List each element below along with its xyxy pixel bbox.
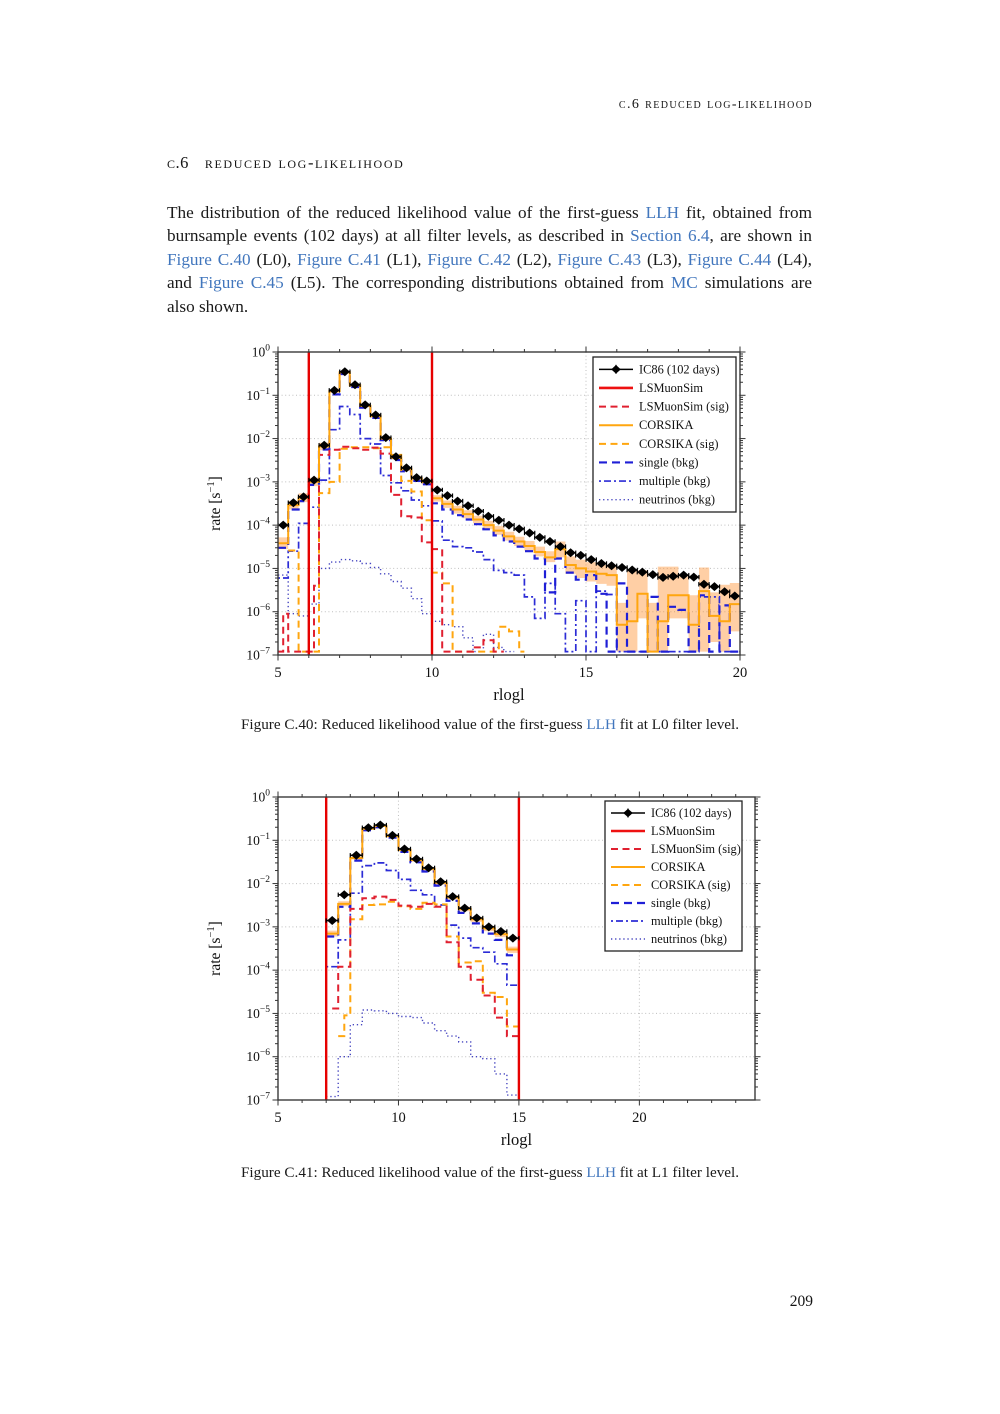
intro-text: , are shown in	[709, 226, 812, 246]
svg-text:LSMuonSim: LSMuonSim	[651, 824, 716, 838]
svg-text:100: $10^0$	[251, 343, 270, 360]
y-tick-labels	[246, 344, 270, 663]
section-heading	[167, 153, 404, 173]
page-number: 209	[789, 1293, 813, 1310]
svg-text:multiple (bkg): multiple (bkg)	[639, 474, 711, 489]
svg-text:15: 15	[578, 665, 594, 681]
intro-text: (L0),	[250, 249, 298, 269]
caption-c41-text: fit at L1 filter level.	[615, 1164, 740, 1181]
caption-c40-text: fit at L0 filter level.	[615, 716, 740, 733]
svg-text:10: 10	[391, 1110, 406, 1126]
svg-text:CORSIKA: CORSIKA	[651, 860, 706, 874]
svg-text:10−1: $10^{-1}$	[246, 386, 270, 403]
y-tick-labels	[246, 789, 270, 1108]
svg-text:10−3: $10^{-3}$	[246, 918, 270, 935]
svg-text:15: 15	[511, 1110, 527, 1126]
x-tick-labels	[274, 1110, 646, 1126]
x-tick-labels	[274, 665, 747, 681]
svg-text:single (bkg): single (bkg)	[651, 896, 711, 910]
svg-text:10−7: $10^{-7}$	[246, 646, 270, 663]
figure-c41-chart	[185, 785, 780, 1151]
svg-text:LSMuonSim: LSMuonSim	[639, 380, 704, 395]
intro-text: fit, obtained from burnsample events (102 days) at all filter levels, as described in	[167, 203, 812, 246]
svg-text:10−5: $10^{-5}$	[246, 1004, 270, 1021]
intro-text: (L3),	[641, 249, 688, 269]
svg-text:neutrinos (bkg): neutrinos (bkg)	[651, 932, 728, 946]
svg-text:20: 20	[732, 665, 748, 681]
intro-link-mc[interactable]: MC	[670, 273, 698, 293]
svg-text:CORSIKA (sig): CORSIKA (sig)	[639, 436, 719, 451]
svg-text:10−3: $10^{-3}$	[246, 473, 270, 490]
svg-text:10−6: $10^{-6}$	[246, 603, 270, 620]
svg-text:10−2: $10^{-2}$	[246, 875, 270, 892]
intro-link-figure-c-44[interactable]: Figure C.44	[687, 249, 772, 269]
intro-text: The distribution of the reduced likelihood value of the first-guess	[167, 203, 646, 222]
intro-link-section-6-4[interactable]: Section 6.4	[630, 226, 710, 246]
caption-c41-text: Figure C.41: Reduced likelihood value of the first-guess	[240, 1164, 587, 1181]
svg-text:10: 10	[424, 665, 440, 681]
svg-text:single (bkg): single (bkg)	[639, 455, 699, 470]
svg-text:10−5: $10^{-5}$	[246, 559, 270, 576]
intro-link-figure-c-40[interactable]: Figure C.40	[167, 249, 251, 269]
svg-text:10−2: $10^{-2}$	[246, 430, 270, 447]
intro-link-figure-c-43[interactable]: Figure C.43	[557, 249, 642, 269]
intro-text: simulations are also shown.	[167, 273, 812, 316]
intro-link-figure-c-42[interactable]: Figure C.42	[427, 249, 511, 269]
y-axis-label: rate $[s^{-1}]$	[206, 476, 224, 531]
caption-c40-text: Figure C.40: Reduced likelihood value of the first-guess	[240, 716, 587, 733]
intro-link-figure-c-45[interactable]: Figure C.45	[198, 273, 284, 293]
svg-text:10−4: $10^{-4}$	[246, 961, 270, 978]
intro-link-figure-c-41[interactable]: Figure C.41	[297, 249, 381, 269]
intro-link-llh[interactable]: LLH	[645, 203, 680, 222]
caption-c40-link-llh[interactable]: LLH	[586, 716, 616, 733]
svg-text:5: 5	[274, 665, 282, 681]
running-header	[167, 97, 813, 113]
intro-text: (L2),	[510, 249, 558, 269]
svg-text:multiple (bkg): multiple (bkg)	[651, 914, 723, 928]
figure-c40-chart	[185, 340, 760, 706]
figure-c40-caption	[167, 716, 813, 734]
running-header-text: c.6 reduced log-likelihood	[618, 97, 813, 112]
legend	[593, 357, 736, 512]
x-axis-label: rlogl	[500, 1130, 533, 1149]
svg-text:CORSIKA: CORSIKA	[639, 418, 694, 433]
svg-text:10−4: $10^{-4}$	[246, 516, 270, 533]
intro-text: (L5). The corresponding distributions obtained from	[283, 273, 671, 293]
svg-text:10−1: $10^{-1}$	[246, 831, 270, 848]
caption-c41-link-llh[interactable]: LLH	[586, 1164, 616, 1181]
svg-text:20: 20	[632, 1110, 647, 1126]
svg-text:10−7: $10^{-7}$	[246, 1091, 270, 1108]
intro-text: (L4), and	[167, 249, 812, 293]
figure-c41-caption	[167, 1164, 813, 1182]
section-title: reduced log-likelihood	[204, 153, 405, 172]
svg-text:5: 5	[274, 1110, 282, 1126]
x-axis-label: rlogl	[493, 685, 525, 704]
svg-text:LSMuonSim (sig): LSMuonSim (sig)	[639, 399, 729, 414]
svg-text:CORSIKA (sig): CORSIKA (sig)	[651, 878, 731, 892]
legend	[605, 801, 742, 951]
svg-text:LSMuonSim (sig): LSMuonSim (sig)	[651, 842, 741, 856]
svg-text:10−6: $10^{-6}$	[246, 1048, 270, 1065]
intro-paragraph	[167, 201, 812, 318]
intro-text: (L1),	[380, 249, 428, 269]
svg-text:IC86 (102 days): IC86 (102 days)	[651, 806, 732, 820]
section-number: c.6	[167, 153, 189, 172]
svg-text:neutrinos (bkg): neutrinos (bkg)	[639, 492, 716, 507]
svg-text:100: $10^0$	[251, 788, 270, 805]
svg-text:IC86 (102 days): IC86 (102 days)	[639, 362, 720, 377]
y-axis-label: rate $[s^{-1}]$	[206, 921, 224, 976]
